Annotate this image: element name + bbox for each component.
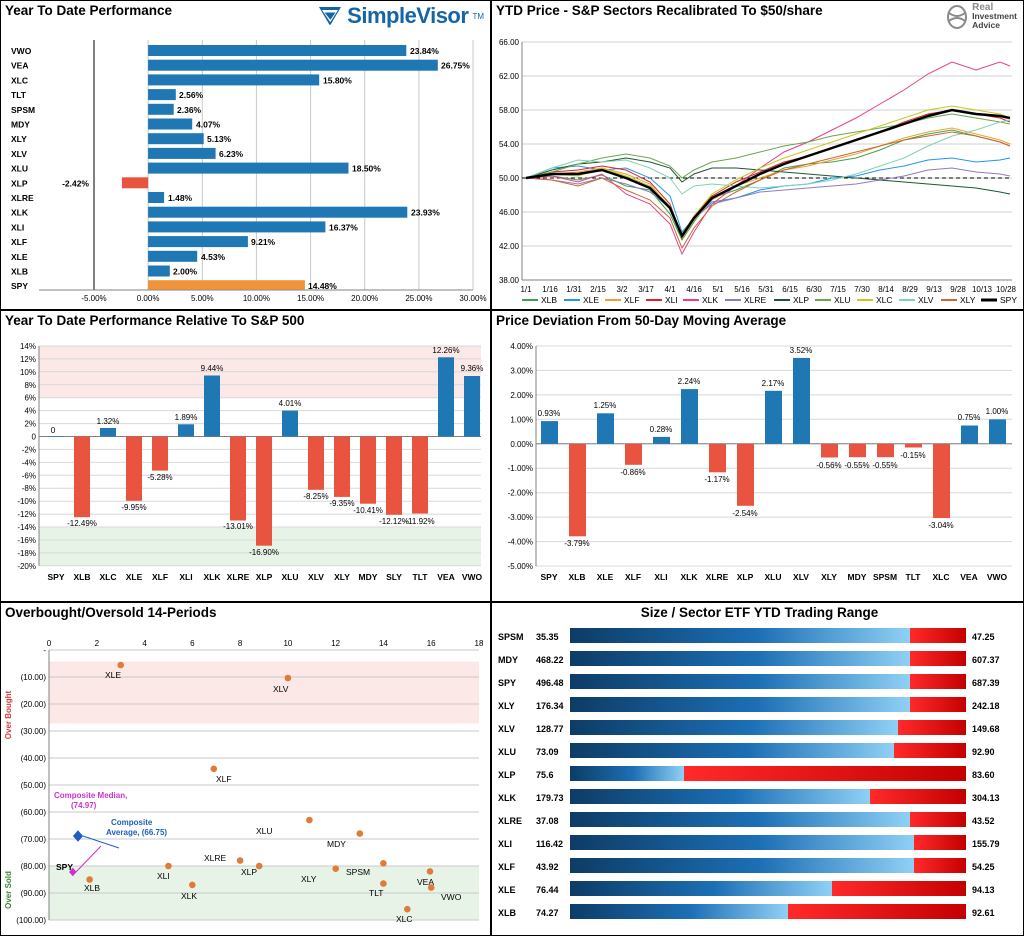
ytd-performance-chart [1,18,490,304]
svg-text:2: 2 [94,639,100,648]
svg-text:54.25: 54.25 [972,862,995,872]
panel-title-ytd-performance: Year To Date Performance [5,3,173,18]
svg-text:12%: 12% [19,354,36,364]
svg-text:SPY: SPY [498,678,517,688]
svg-text:26.75%: 26.75% [441,60,470,71]
svg-text:(60.00): (60.00) [20,808,46,817]
svg-text:0.75%: 0.75% [957,413,981,422]
svg-text:1.89%: 1.89% [174,413,198,422]
deviation-50dma-chart [492,328,1023,598]
svg-text:7/15: 7/15 [830,285,846,294]
svg-text:0: 0 [31,432,36,442]
svg-text:VWO: VWO [11,46,32,56]
svg-text:6.23%: 6.23% [219,148,244,159]
svg-text:XLV: XLV [793,572,809,582]
svg-text:62.00: 62.00 [498,72,519,81]
svg-text:XLK: XLK [702,295,719,305]
svg-text:179.73: 179.73 [536,793,564,803]
svg-text:8: 8 [237,639,243,648]
svg-text:(30.00): (30.00) [20,727,46,736]
svg-text:SPSM: SPSM [498,632,524,642]
simplevisor-logo [317,3,484,29]
svg-text:MDY: MDY [498,655,518,665]
svg-text:54.00: 54.00 [498,140,519,149]
svg-text:XLV: XLV [498,724,515,734]
svg-text:83.60: 83.60 [972,770,995,780]
svg-text:76.44: 76.44 [536,885,559,895]
svg-text:2.00%: 2.00% [510,390,533,400]
svg-text:5/1: 5/1 [712,285,724,294]
svg-text:-10%: -10% [17,497,36,507]
svg-text:XLC: XLC [99,572,117,582]
svg-text:XLE: XLE [583,295,600,305]
svg-text:XLY: XLY [498,701,515,711]
svg-text:94.13: 94.13 [972,885,995,895]
svg-text:0.00%: 0.00% [510,439,533,449]
svg-text:1.32%: 1.32% [96,417,120,426]
svg-text:-0.86%: -0.86% [620,468,646,477]
svg-text:8/29: 8/29 [902,285,918,294]
svg-text:XLB: XLB [568,572,586,582]
svg-text:10: 10 [283,639,293,648]
svg-text:VEA: VEA [960,572,978,582]
svg-text:43.92: 43.92 [536,862,559,872]
composite-average-marker [73,830,83,841]
svg-text:SPY: SPY [56,862,74,872]
svg-text:155.79: 155.79 [972,839,1000,849]
svg-text:XLU: XLU [834,295,851,305]
svg-text:XLU: XLU [11,163,28,174]
svg-text:SPY: SPY [540,572,558,582]
svg-text:XLK: XLK [203,572,221,582]
svg-text:-1.17%: -1.17% [704,475,730,484]
svg-text:0.28%: 0.28% [649,425,673,434]
svg-text:2.17%: 2.17% [761,379,785,388]
svg-text:8%: 8% [24,380,36,390]
svg-text:149.68: 149.68 [972,724,1000,734]
svg-text:0: 0 [50,426,56,435]
svg-text:-: - [43,646,46,655]
svg-text:XLF: XLF [151,572,169,582]
svg-text:MDY: MDY [847,572,867,582]
svg-text:XLU: XLU [498,747,516,757]
panel-relative-sp500 [0,310,491,602]
svg-text:8/14: 8/14 [878,285,894,294]
svg-text:0.93%: 0.93% [537,409,561,418]
svg-text:XLK: XLK [181,891,198,901]
svg-text:(74.97): (74.97) [71,801,97,810]
svg-text:VEA: VEA [417,877,435,887]
svg-text:(50.00): (50.00) [20,781,46,790]
svg-text:43.52: 43.52 [972,816,995,826]
panel-title-overbought-oversold: Overbought/Oversold 14-Periods [5,605,217,620]
svg-text:58.00: 58.00 [498,106,519,115]
svg-text:2.56%: 2.56% [179,90,204,101]
svg-text:496.48: 496.48 [536,678,564,688]
svg-text:6%: 6% [24,393,36,403]
svg-text:XLV: XLV [11,148,27,159]
svg-text:XLP: XLP [498,770,516,780]
svg-text:-20%: -20% [17,561,36,571]
svg-text:5.00%: 5.00% [190,294,214,303]
label-over-sold: Over Sold [4,871,13,909]
svg-text:(80.00): (80.00) [20,862,46,871]
svg-text:-3.04%: -3.04% [928,521,954,530]
svg-text:4.53%: 4.53% [201,251,226,262]
svg-text:-12.49%: -12.49% [67,519,97,528]
panel-title-relative-sp500: Year To Date Performance Relative To S&P 500 [5,313,305,328]
svg-text:7/30: 7/30 [854,285,870,294]
svg-text:XLE: XLE [596,572,614,582]
svg-text:176.34: 176.34 [536,701,564,711]
svg-text:12.26%: 12.26% [432,346,460,355]
svg-text:XLRE: XLRE [226,572,250,582]
svg-text:9.44%: 9.44% [200,364,224,373]
ria-icon [946,5,968,29]
ria-wordmark [972,3,1017,30]
svg-text:XLRE: XLRE [744,295,767,305]
svg-text:2.24%: 2.24% [677,377,701,386]
svg-text:0: 0 [46,639,52,648]
svg-text:6/30: 6/30 [806,285,822,294]
svg-text:-2.42%: -2.42% [62,178,89,189]
svg-text:VWO: VWO [461,572,483,582]
svg-text:3/2: 3/2 [616,285,628,294]
svg-text:3/17: 3/17 [638,285,654,294]
svg-text:1.25%: 1.25% [593,401,617,410]
svg-text:-3.79%: -3.79% [564,539,590,548]
trading-range-chart [492,620,1023,932]
svg-text:TLT: TLT [412,572,428,582]
svg-text:5.13%: 5.13% [207,134,232,145]
svg-text:23.93%: 23.93% [411,207,440,218]
svg-text:46.00: 46.00 [498,208,519,217]
composite-median-label: Composite Median, [54,791,128,800]
svg-text:XLY: XLY [960,295,976,305]
svg-text:4: 4 [142,639,147,648]
svg-text:38.00: 38.00 [498,276,519,285]
svg-text:4.07%: 4.07% [196,119,221,130]
svg-text:MDY: MDY [358,572,378,582]
svg-text:50.00: 50.00 [498,174,519,183]
svg-text:XLP: XLP [736,572,754,582]
svg-text:-12%: -12% [17,510,36,520]
svg-text:XLP: XLP [793,295,810,305]
panel-title-deviation-50dma: Price Deviation From 50-Day Moving Average [496,313,787,328]
svg-text:SPY: SPY [47,572,65,582]
ria-line1: Real [972,2,994,13]
svg-text:1.00%: 1.00% [510,415,533,425]
svg-text:(10.00): (10.00) [20,673,46,682]
svg-text:1.00%: 1.00% [985,407,1009,416]
svg-text:-9.95%: -9.95% [121,503,147,512]
svg-text:9/28: 9/28 [950,285,966,294]
svg-text:Average, (66.75): Average, (66.75) [106,828,168,837]
svg-text:XLK: XLK [680,572,698,582]
svg-text:SLY: SLY [386,572,402,582]
svg-text:-10.41%: -10.41% [353,506,383,515]
svg-text:6: 6 [190,639,195,648]
svg-text:(40.00): (40.00) [20,754,46,763]
svg-text:XLI: XLI [157,871,170,881]
ytd-price-chart [492,18,1023,306]
svg-text:XLRE: XLRE [498,816,523,826]
svg-text:MDY: MDY [11,119,30,130]
svg-text:0.00%: 0.00% [136,294,160,303]
panel-deviation-50dma [491,310,1024,602]
svg-text:23.84%: 23.84% [410,46,439,56]
svg-text:XLI: XLI [654,572,668,582]
svg-text:XLB: XLB [498,908,516,918]
svg-text:4.01%: 4.01% [278,399,302,408]
svg-text:-8%: -8% [21,484,36,494]
svg-text:XLB: XLB [84,883,101,893]
ria-line2: Investment [972,11,1017,21]
svg-text:XLY: XLY [301,874,317,884]
svg-text:6/15: 6/15 [782,285,798,294]
svg-text:XLY: XLY [821,572,837,582]
svg-text:66.00: 66.00 [498,38,519,47]
svg-text:XLRE: XLRE [11,193,34,203]
svg-text:XLRE: XLRE [204,853,227,863]
svg-text:687.39: 687.39 [972,678,1000,688]
svg-text:3.00%: 3.00% [510,366,533,376]
svg-text:1/31: 1/31 [566,285,582,294]
svg-text:SPSM: SPSM [346,867,371,877]
svg-text:14: 14 [378,639,388,648]
svg-text:XLI: XLI [498,839,513,849]
svg-text:37.08: 37.08 [536,816,559,826]
svg-text:468.22: 468.22 [536,655,564,665]
svg-text:74.27: 74.27 [536,908,559,918]
svg-text:XLV: XLV [918,295,934,305]
svg-text:304.13: 304.13 [972,793,1000,803]
svg-text:VWO: VWO [441,892,462,902]
svg-text:(20.00): (20.00) [20,700,46,709]
svg-text:10.00%: 10.00% [242,294,270,303]
svg-text:4/1: 4/1 [664,285,676,294]
svg-text:XLF: XLF [624,572,642,582]
panel-title-ytd-price: YTD Price - S&P Sectors Recalibrated To $50/share [496,3,823,18]
svg-text:XLF: XLF [11,237,28,248]
relative-sp500-chart [1,328,490,598]
svg-text:10/28: 10/28 [995,285,1017,294]
svg-text:-5.00%: -5.00% [507,562,533,571]
panel-ytd-price [491,0,1024,310]
svg-text:XLE: XLE [11,251,28,262]
svg-text:14%: 14% [19,342,36,351]
real-investment-advice-logo [946,3,1017,30]
panel-overbought-oversold [0,602,491,936]
panel-trading-range [491,602,1024,936]
svg-text:XLF: XLF [216,774,232,784]
svg-text:-2.54%: -2.54% [732,509,758,518]
svg-text:116.42: 116.42 [536,839,564,849]
svg-text:2/15: 2/15 [590,285,606,294]
svg-text:9/13: 9/13 [926,285,942,294]
svg-text:XLU: XLU [281,572,299,582]
panel-title-trading-range: Size / Sector ETF YTD Trading Range [640,605,879,620]
svg-text:-0.56%: -0.56% [816,461,842,470]
svg-text:4.00%: 4.00% [510,342,533,351]
svg-text:-16.90%: -16.90% [249,548,279,557]
svg-text:-4.00%: -4.00% [507,537,533,547]
svg-text:XLC: XLC [876,295,893,305]
svg-text:TLT: TLT [369,888,384,898]
svg-text:-4%: -4% [21,458,36,468]
svg-text:-5.28%: -5.28% [147,473,173,482]
svg-text:VEA: VEA [437,572,455,582]
svg-text:XLB: XLB [541,295,558,305]
svg-text:10/13: 10/13 [971,285,993,294]
svg-text:(70.00): (70.00) [20,835,46,844]
svg-text:-0.55%: -0.55% [872,461,898,470]
svg-text:1.48%: 1.48% [168,193,193,203]
svg-text:15.00%: 15.00% [297,294,325,303]
svg-text:XLI: XLI [665,295,678,305]
svg-text:2.00%: 2.00% [173,266,198,277]
svg-text:XLY: XLY [334,572,350,582]
svg-text:12: 12 [331,639,341,648]
svg-text:TLT: TLT [11,90,26,101]
svg-text:16: 16 [426,639,436,648]
ria-line3: Advice [972,20,1000,30]
svg-text:XLE: XLE [498,885,516,895]
svg-text:SPY: SPY [11,281,29,291]
svg-text:XLV: XLV [273,684,289,694]
svg-text:242.18: 242.18 [972,701,1000,711]
svg-text:(100.00): (100.00) [16,916,46,925]
svg-text:9.21%: 9.21% [251,237,276,248]
svg-text:SPY: SPY [1000,295,1018,305]
svg-text:-0.15%: -0.15% [900,451,926,460]
svg-text:-3.00%: -3.00% [507,513,533,523]
svg-text:-0.55%: -0.55% [844,461,870,470]
svg-text:9.36%: 9.36% [460,364,484,373]
svg-text:XLC: XLC [11,75,28,86]
svg-text:25.00%: 25.00% [405,294,433,303]
composite-average-label: Composite [111,818,153,827]
svg-text:-2.00%: -2.00% [507,488,533,498]
label-over-bought: Over Bought [4,690,13,740]
svg-text:1/16: 1/16 [542,285,558,294]
svg-text:XLC: XLC [932,572,950,582]
svg-text:15.80%: 15.80% [323,75,352,86]
svg-text:47.25: 47.25 [972,632,995,642]
svg-text:5/16: 5/16 [734,285,750,294]
svg-text:16.37%: 16.37% [329,222,358,233]
svg-text:75.6: 75.6 [536,770,554,780]
svg-text:-14%: -14% [17,523,36,532]
svg-text:-6%: -6% [21,471,36,481]
svg-text:-2%: -2% [21,445,36,455]
svg-text:5/31: 5/31 [758,285,774,294]
svg-text:VWO: VWO [986,572,1008,582]
simplevisor-tm: TM [472,11,484,21]
svg-text:14.48%: 14.48% [308,281,337,291]
overbought-oversold-chart [1,620,490,932]
svg-text:XLB: XLB [73,572,91,582]
svg-text:92.61: 92.61 [972,908,995,918]
svg-text:XLI: XLI [11,222,25,233]
svg-text:XLU: XLU [256,826,273,836]
svg-text:-8.25%: -8.25% [303,492,329,501]
svg-text:4/16: 4/16 [686,285,702,294]
svg-text:XLP: XLP [11,178,28,189]
svg-text:73.09: 73.09 [536,747,559,757]
svg-text:-9.35%: -9.35% [329,499,355,508]
svg-text:607.37: 607.37 [972,655,1000,665]
svg-text:30.00%: 30.00% [459,294,487,303]
panel-ytd-performance [0,0,491,310]
svg-text:92.90: 92.90 [972,747,995,757]
svg-text:XLP: XLP [241,867,258,877]
svg-text:20.00%: 20.00% [351,294,379,303]
svg-text:XLC: XLC [396,914,413,924]
svg-text:-13.01%: -13.01% [223,522,253,531]
svg-text:(90.00): (90.00) [20,889,46,898]
svg-text:XLV: XLV [308,572,324,582]
svg-text:MDY: MDY [327,839,346,849]
svg-text:-18%: -18% [17,548,36,558]
svg-text:18.50%: 18.50% [352,163,381,174]
svg-text:4%: 4% [24,406,36,416]
svg-text:VEA: VEA [11,60,29,71]
svg-text:2.36%: 2.36% [177,104,202,115]
svg-text:-16%: -16% [17,536,36,545]
svg-text:XLRE: XLRE [705,572,729,582]
svg-text:XLF: XLF [624,295,640,305]
svg-text:3.52%: 3.52% [789,346,813,355]
svg-text:XLE: XLE [125,572,143,582]
svg-text:-1.00%: -1.00% [507,464,533,474]
svg-text:XLU: XLU [764,572,782,582]
svg-text:42.00: 42.00 [498,242,519,251]
svg-text:128.77: 128.77 [536,724,564,734]
svg-text:1/1: 1/1 [520,285,532,294]
svg-text:SPSM: SPSM [872,572,898,582]
svg-text:-11.92%: -11.92% [405,517,435,526]
simplevisor-icon [317,4,343,28]
simplevisor-wordmark: SimpleVisor [347,3,469,28]
svg-text:SPSM: SPSM [11,104,36,115]
svg-text:XLK: XLK [498,793,516,803]
svg-text:XLY: XLY [11,134,27,145]
svg-text:XLE: XLE [105,670,122,680]
svg-text:10%: 10% [19,367,36,377]
svg-text:XLB: XLB [11,266,28,277]
svg-text:XLP: XLP [255,572,273,582]
svg-text:XLK: XLK [11,207,28,218]
svg-text:-5.00%: -5.00% [81,294,107,303]
svg-text:XLF: XLF [498,862,515,872]
svg-text:35.35: 35.35 [536,632,559,642]
svg-text:-12.12%: -12.12% [379,517,409,526]
svg-text:XLI: XLI [179,572,193,582]
svg-text:18: 18 [474,639,484,648]
svg-text:TLT: TLT [905,572,921,582]
svg-text:2%: 2% [24,419,36,429]
